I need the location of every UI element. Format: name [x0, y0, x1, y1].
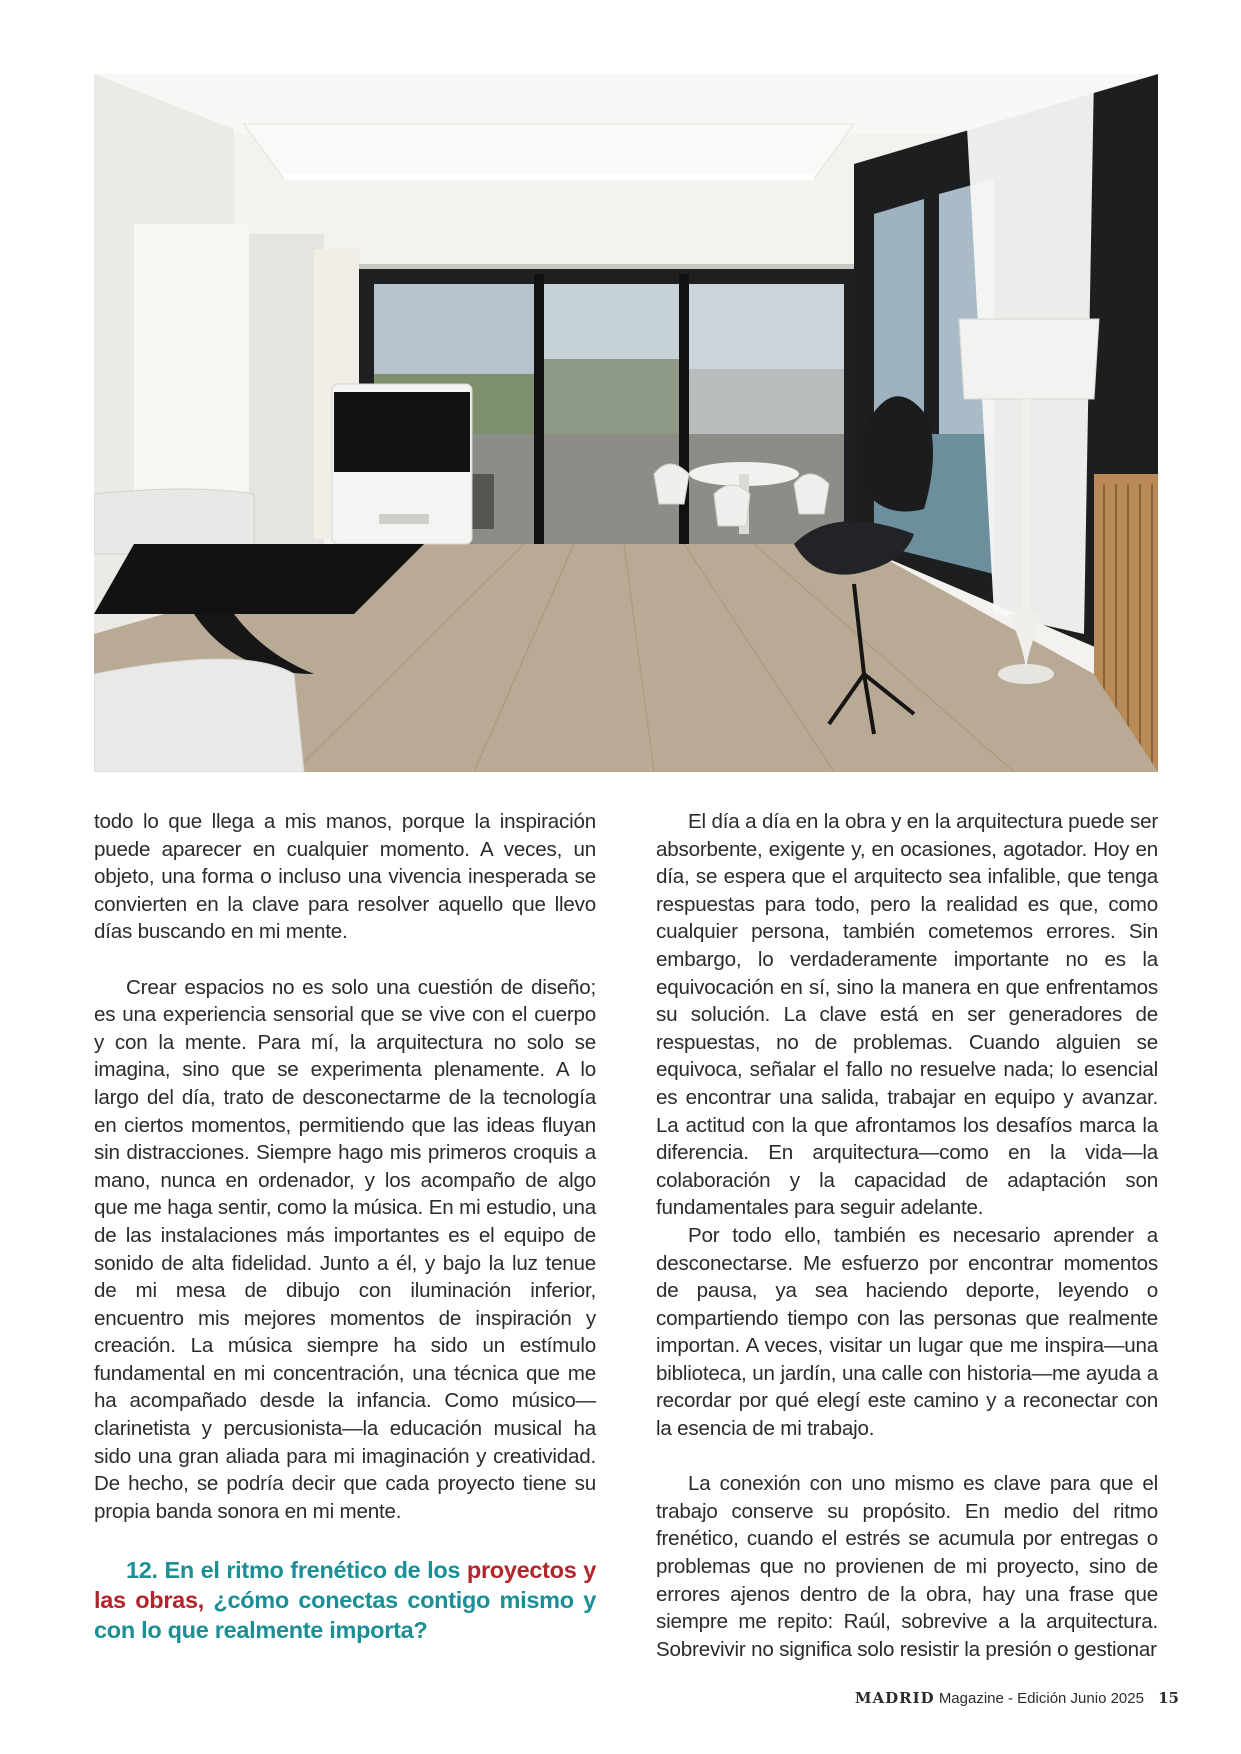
question-text-part-3: ¿cómo conectas contigo mismo y con lo que realmente importa? — [94, 1587, 596, 1644]
right-paragraph-1: El día a día en la obra y en la arquitectura puede ser absorbente, exigente y, en ocasiones, agotador. Hoy en día, se espera que el arquitecto sea infalible, que tenga respuestas para todo, pero la realidad es que, como cualquier persona, también cometemos errores. Sin embargo, lo verdaderamente importante no es la equivocación en sí, sino la manera en que enfrentamos su solución. La clave está en ser generadores de respuestas, no de problemas. Cuando alguien se equivoca, señalar el fallo no resuelve nada; lo esencial es encontrar una salida, trabajar en equipo y avanzar. La actitud con la que afrontamos los desafíos marca la diferencia. En arquitectura—como en la vida—la colaboración y la capacidad de adaptación son fundamentales para seguir adelante. — [656, 810, 1158, 1220]
left-column — [94, 808, 596, 1645]
interior-photo — [94, 74, 1158, 772]
right-paragraph-2: Por todo ello, también es necesario aprender a desconectarse. Me esfuerzo por encontrar momentos de pausa, ya sea haciendo deporte, leyendo o compartiendo tiempo con las personas que realmente importan. A veces, visitar un lugar que me inspira—una biblioteca, un jardín, una calle con historia—me ayuda a recordar por qué elegí este camino y a reconectar con la esencia de mi trabajo. — [656, 1223, 1158, 1441]
right-paragraph-3: La conexión con uno mismo es clave para que el trabajo conserve su propósito. En medio del ritmo frenético, cuando el estrés se acumula por entregas o problemas que no provienen de mi proyecto, sino de errores ajenos dentro de la obra, hay una frase que siempre me repito: Raúl, sobrevive a la arquitectura. Sobrevivir no significa solo resistir la presión o gestionar — [656, 1472, 1158, 1661]
page-footer — [855, 1689, 1179, 1707]
right-column — [656, 808, 1158, 1663]
edition-label: Magazine - Edición Junio 2025 — [938, 1690, 1144, 1707]
interview-question-12 — [94, 1555, 596, 1645]
left-paragraph-1: todo lo que llega a mis manos, porque la inspiración puede aparecer en cualquier momento. A veces, un objeto, una forma o incluso una vivencia inesperada se convierten en la clave para resolver aquello que llevo días buscando en mi mente. — [94, 810, 596, 944]
page-number: 15 — [1158, 1689, 1179, 1707]
left-paragraph-2: Crear espacios no es solo una cuestión de diseño; es una experiencia sensorial que se vive con el cuerpo y con la mente. Para mí, la arquitectura no solo se imagina, sino que se experimenta plenamente. A lo largo del día, trato de desconectarme de la tecnología en ciertos momentos, permitiendo que las ideas fluyan sin distracciones. Siempre hago mis primeros croquis a mano, nunca en ordenador, y los acompaño de algo que me haga sentir, como la música. En mi estudio, una de las instalaciones más importantes es el equipo de sonido de alta fidelidad. Junto a él, y bajo la luz tenue de mi mesa de dibujo con iluminación inferior, encuentro mis mejores momentos de inspiración y creación. La música siempre ha sido un estímulo fundamental en mi concentración, una técnica que me ha acompañado desde la infancia. Como músico—clarinetista y percusionista—la educación musical ha sido una gran aliada para mi imaginación y creatividad. De hecho, se podría decir que cada proyecto tiene su propia banda sonora en mi mente. — [94, 975, 596, 1523]
magazine-brand: MADRID — [854, 1689, 935, 1707]
living-room-illustration — [94, 74, 1158, 772]
question-text-part-1: 12. En el ritmo frenético de los — [126, 1557, 467, 1584]
question-text-part-2: proyectos y las obras, — [94, 1557, 596, 1614]
